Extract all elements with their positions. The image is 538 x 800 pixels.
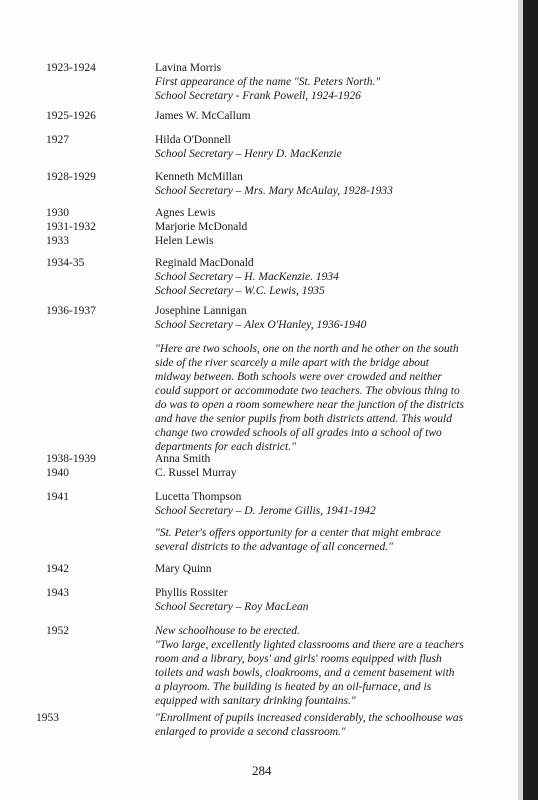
school-secretary: School Secretary – W.C. Lewis, 1935 <box>155 285 325 297</box>
teacher-name: Reginald MacDonald <box>155 257 254 269</box>
quote-line: and have the senior pupils from both districts attend. This would <box>155 413 452 425</box>
entry-1938-1940 <box>155 452 500 480</box>
quote-line: equipped with sanitary drinking fountains." <box>155 695 356 707</box>
entry-1923-1924 <box>155 61 500 103</box>
teacher-name: Lucetta Thompson <box>155 491 242 503</box>
quote-line: "St. Peter's offers opportunity for a center that might embrace <box>155 527 441 539</box>
entry-1941 <box>155 490 500 518</box>
quote-line: a playroom. The building is heated by an oil-furnace, and is <box>155 681 432 693</box>
year-1953: 1953 <box>36 712 59 724</box>
school-secretary: School Secretary – Mrs. Mary McAulay, 1928-1933 <box>155 185 393 197</box>
teacher-name: C. Russel Murray <box>155 467 237 479</box>
teacher-name: Hilda O'Donnell <box>155 134 231 146</box>
year: 1933 <box>46 235 69 247</box>
teacher-name: Marjorie McDonald <box>155 221 248 233</box>
entry-1925-1926 <box>155 109 500 123</box>
quote-line: "Two large, excellently lighted classrooms and there are a teachers <box>155 639 464 651</box>
year-1927: 1927 <box>46 134 69 146</box>
quote-center <box>155 526 500 554</box>
quote-line: toilets and wash bowls, cloakrooms, and a cement basement with <box>155 667 455 679</box>
entry-1936-1937 <box>155 304 500 332</box>
teacher-name: Anna Smith <box>155 453 211 465</box>
entry-1953 <box>155 711 500 739</box>
teacher-name: Kenneth McMillan <box>155 171 243 183</box>
school-secretary: School Secretary – D. Jerome Gillis, 1941-1942 <box>155 505 376 517</box>
school-secretary: School Secretary – H. MacKenzie. 1934 <box>155 271 339 283</box>
entry-1927 <box>155 133 500 161</box>
year-1934-35: 1934-35 <box>46 257 85 269</box>
quote-line: "Here are two schools, one on the north and he other on the south <box>155 343 459 355</box>
year-1936-1937: 1936-1937 <box>46 305 96 317</box>
entry-1942 <box>155 562 500 576</box>
teacher-name: Lavina Morris <box>155 62 222 74</box>
years-1938-1940 <box>46 452 96 480</box>
teacher-name: James W. McCallum <box>155 110 251 122</box>
year-1923-1924: 1923-1924 <box>46 62 96 74</box>
entry-1943 <box>155 586 500 614</box>
year-1941: 1941 <box>46 491 69 503</box>
entry-1952 <box>155 624 500 708</box>
teacher-name: Helen Lewis <box>155 235 214 247</box>
quote-two-schools <box>155 342 500 454</box>
years-1930-1933 <box>46 206 96 248</box>
teacher-name: Agnes Lewis <box>155 207 216 219</box>
school-secretary: School Secretary – Roy MacLean <box>155 601 309 613</box>
year-1925-1926: 1925-1926 <box>46 110 96 122</box>
quote-line: room and a library, boys' and girls' rooms equipped with flush <box>155 653 442 665</box>
quote-line: change two crowded schools of all grades into a school of two <box>155 427 442 439</box>
quote-line: "Enrollment of pupils increased considerably, the schoolhouse was <box>155 712 464 724</box>
quote-line: do was to open a room somewhere near the junction of the districts <box>155 399 464 411</box>
quote-line: could support or accommodate two teachers. The obvious thing to <box>155 385 460 397</box>
entry-1934-35 <box>155 256 500 298</box>
year-1928-1929: 1928-1929 <box>46 171 96 183</box>
year: 1938-1939 <box>46 453 96 465</box>
note: First appearance of the name "St. Peters North." <box>155 76 381 88</box>
quote-line: midway between. Both schools were over crowded and neither <box>155 371 442 383</box>
entry-1930-1933 <box>155 206 500 248</box>
year: 1930 <box>46 207 69 219</box>
page-edge-shadow <box>523 0 538 800</box>
page-number: 284 <box>252 763 272 778</box>
year: 1940 <box>46 467 69 479</box>
school-secretary: School Secretary – Alex O'Hanley, 1936-1940 <box>155 319 367 331</box>
year-1943: 1943 <box>46 587 69 599</box>
teacher-name: Phyllis Rossiter <box>155 587 228 599</box>
quote-line: departments for each district." <box>155 441 296 453</box>
year-1942: 1942 <box>46 563 69 575</box>
teacher-name: Josephine Lannigan <box>155 305 247 317</box>
school-secretary: School Secretary - Frank Powell, 1924-1926 <box>155 90 361 102</box>
quote-line: several districts to the advantage of all concerned." <box>155 541 393 553</box>
quote-line: side of the river scarcely a mile apart with the bridge about <box>155 357 429 369</box>
school-secretary: School Secretary – Henry D. MacKenzie <box>155 148 342 160</box>
year-1952: 1952 <box>46 625 69 637</box>
note: New schoolhouse to be erected. <box>155 625 300 637</box>
quote-line: enlarged to provide a second classroom." <box>155 726 346 738</box>
teacher-name: Mary Quinn <box>155 563 212 575</box>
entry-1928-1929 <box>155 170 500 198</box>
year: 1931-1932 <box>46 221 96 233</box>
